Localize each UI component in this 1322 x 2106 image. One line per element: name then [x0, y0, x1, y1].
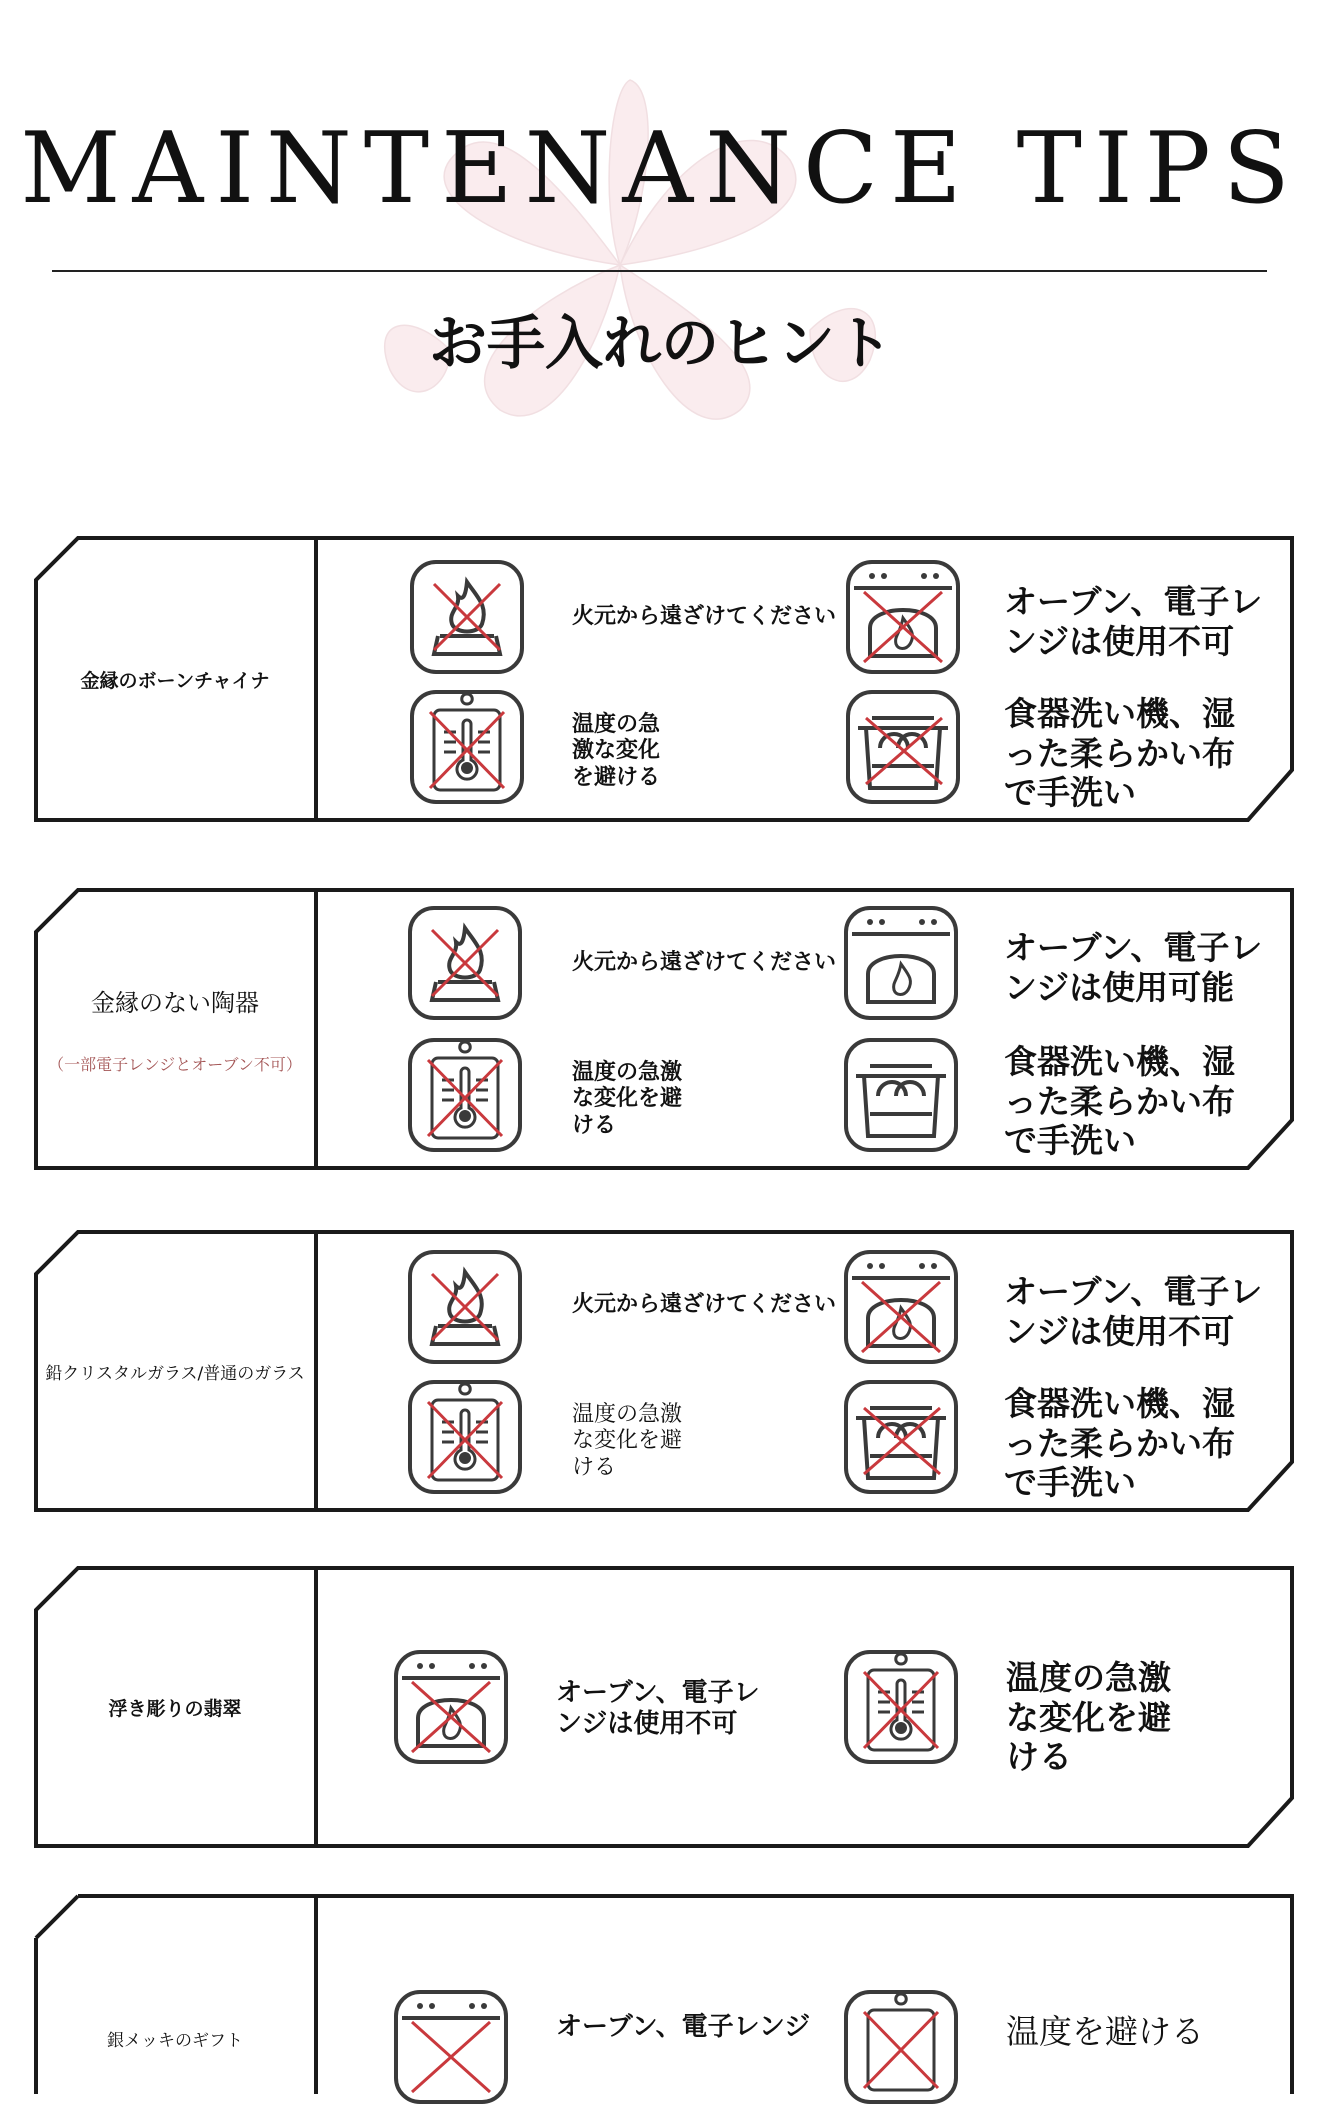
card-label: [34, 2026, 316, 2051]
card-label-text: 銀メッキのギフト: [107, 2031, 243, 2051]
tip-text: オーブン、電子レンジは使用不可: [556, 1678, 760, 1740]
tip-text: 火元から遠ざけてください: [572, 950, 837, 975]
tip-text: 火元から遠ざけてください: [572, 1292, 837, 1317]
title-divider: [52, 270, 1267, 272]
card-label: [34, 1566, 316, 1848]
no-fire-icon: [408, 558, 526, 676]
card-label: [34, 536, 316, 822]
tip-text: 火元から遠ざけてください: [572, 604, 837, 629]
no-fire-icon: [406, 904, 524, 1022]
tip-text: 食器洗い機、湿った柔らかい布で手洗い: [1004, 1384, 1235, 1503]
card-label: [34, 888, 316, 1170]
tip-text: 温度の急激な変化を避ける: [572, 1402, 683, 1480]
no-dishwasher-icon: [842, 1378, 960, 1496]
oven-ok-icon: [842, 904, 960, 1022]
card-silver-plated-gift: [34, 1894, 1296, 2094]
tip-text: 温度の急激な変化を避ける: [1006, 1658, 1171, 1777]
no-temperature-change-icon: [406, 1036, 524, 1154]
no-temperature-change-icon: [408, 688, 526, 806]
card-pottery-no-gold-rim: [34, 888, 1296, 1170]
card-label: [34, 1230, 316, 1512]
no-fire-icon: [406, 1248, 524, 1366]
page-title-japanese: お手入れのヒント: [428, 309, 893, 377]
tip-text: 温度の急激な変化を避ける: [572, 1060, 683, 1138]
no-temperature-change-icon: [842, 1988, 960, 2106]
no-oven-icon: [844, 558, 962, 676]
no-temperature-change-icon: [406, 1378, 524, 1496]
dishwasher-ok-icon: [842, 1036, 960, 1154]
card-bone-china-gold-rim: [34, 536, 1296, 822]
tip-text: オーブン、電子レンジは使用不可: [1004, 582, 1263, 661]
card-label-text: 鉛クリスタルガラス/普通のガラス: [45, 1363, 305, 1384]
tip-text: 食器洗い機、湿った柔らかい布で手洗い: [1004, 1042, 1235, 1161]
no-oven-icon: [392, 1648, 510, 1766]
card-label-text: 金縁のない陶器: [91, 989, 259, 1017]
card-lead-crystal-glass: [34, 1230, 1296, 1512]
card-label-text: 浮き彫りの翡翠: [108, 1697, 242, 1720]
card-frame: [34, 1894, 1296, 2094]
tip-text: 温度の急激な変化を避ける: [572, 712, 661, 790]
no-dishwasher-icon: [844, 688, 962, 806]
tip-text: オーブン、電子レンジ: [556, 2012, 811, 2042]
card-sublabel-text: （一部電子レンジとオーブン不可）: [48, 1055, 302, 1074]
card-carved-jade: [34, 1566, 1296, 1848]
page-title-english: MAINTENANCE TIPS: [20, 112, 1302, 226]
tip-text: オーブン、電子レンジは使用可能: [1004, 928, 1263, 1007]
tip-text: 温度を避ける: [1006, 2012, 1204, 2051]
no-oven-icon: [842, 1248, 960, 1366]
card-label-text: 金縁のボーンチャイナ: [80, 669, 270, 692]
no-temperature-change-icon: [842, 1648, 960, 1766]
no-oven-icon: [392, 1988, 510, 2106]
tip-text: オーブン、電子レンジは使用不可: [1004, 1272, 1263, 1351]
tip-text: 食器洗い機、湿った柔らかい布で手洗い: [1004, 694, 1235, 813]
